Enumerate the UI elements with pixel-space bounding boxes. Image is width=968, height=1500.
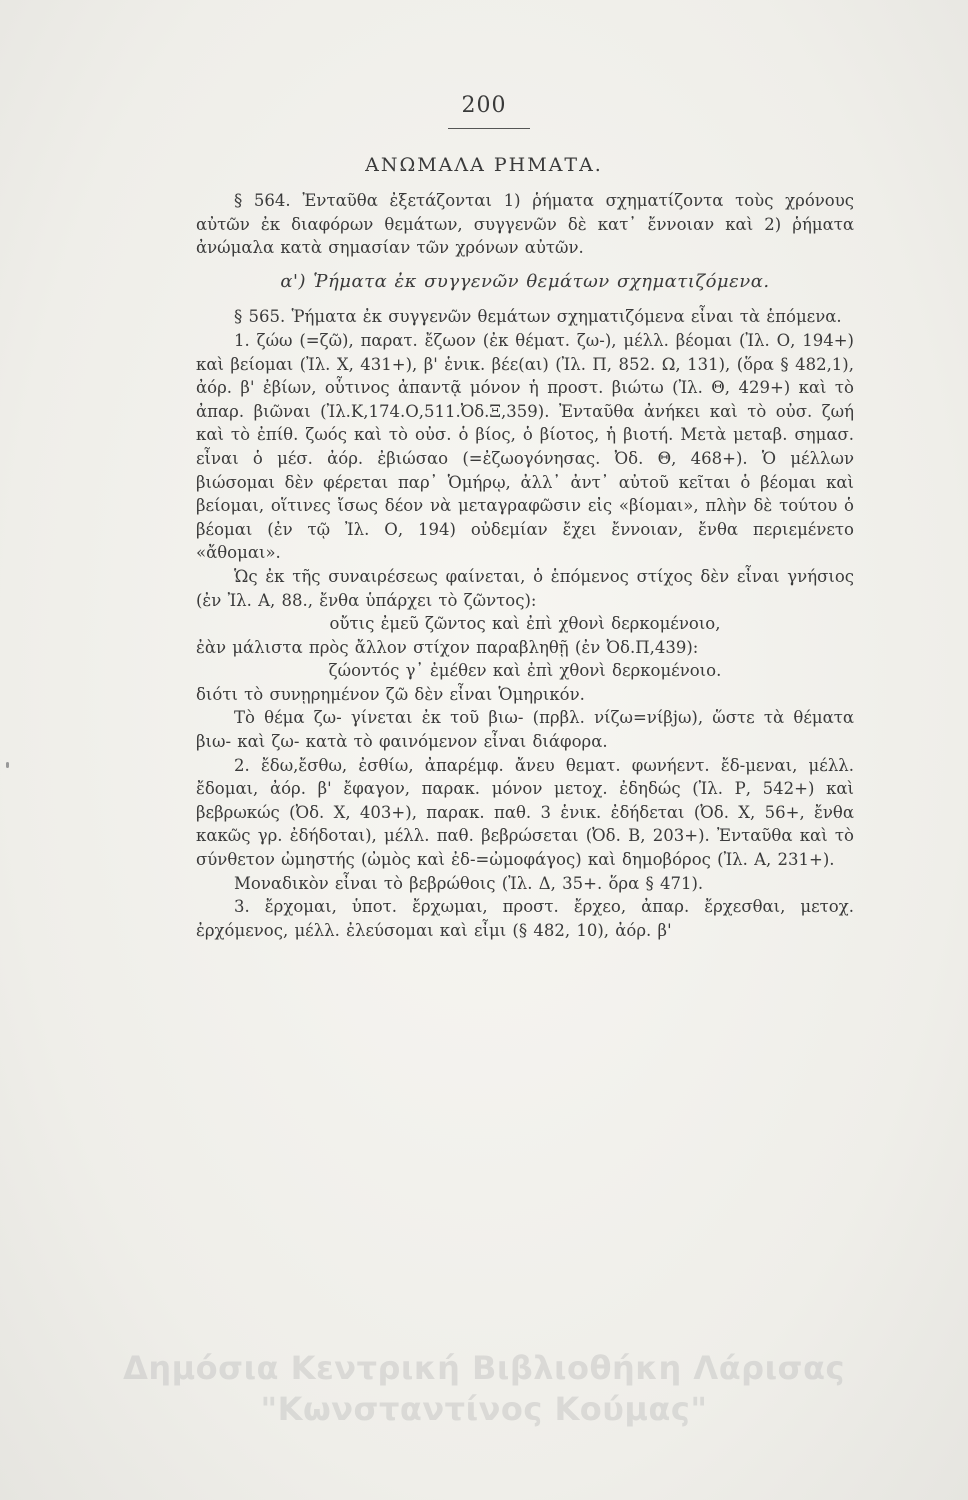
paragraph-comparison: ἐὰν μάλιστα πρὸς ἄλλον στίχον παραβληθῇ (ἐν Ὀδ.Π,439): <box>196 637 699 657</box>
library-watermark <box>0 1348 968 1430</box>
verse-line-1: οὔτις ἐμεῦ ζῶντος καὶ ἐπὶ χθονὶ δερκομένοιο, <box>329 614 721 634</box>
watermark-line-1: Δημόσια Κεντρική Βιβλιοθήκη Λάρισας <box>123 1349 845 1387</box>
verse-line-2: ζώοντός γ᾽ ἐμέθεν καὶ ἐπὶ χθονὶ δερκομένοιο. <box>328 661 722 681</box>
scan-speck <box>6 762 9 768</box>
paragraph-zoo: 1. ζώω (=ζῶ), παρατ. ἔζωον (ἐκ θέματ. ζω-), μέλλ. βέομαι (Ἰλ. Ο, 194+) καὶ βείομαι (Ἰλ. Χ, 431+), β' ἑνικ. βέε(αι) (Ἰλ. Π, 852. Ω, 131), (ὅρα § 482,1), ἀόρ. β' ἐβίων, οὗτινος ἀπαντᾷ μόνον ἡ προστ. βιώτω (Ἰλ. Θ, 429+) καὶ τὸ ἀπαρ. βιῶναι (Ἰλ.Κ,174.Ο,511.Ὀδ.Ξ,359). Ἐνταῦθα ἀνήκει καὶ τὸ οὐσ. ζωή καὶ τὸ ἐπίθ. ζωός καὶ τὸ οὐσ. ὁ βίος, ὁ βίοτος, ἡ βιοτή. Μετὰ μεταβ. σημασ. εἶναι ὁ μέσ. ἀόρ. ἐβιώσαο (=ἐζωογόνησας. Ὀδ. Θ, 468+). Ὁ μέλλων βιώσομαι δὲν φέρεται παρ᾽ Ὁμήρῳ, ἀλλ᾽ ἀντ᾽ αὐτοῦ κεῖται ὁ βέομαι καὶ βείομαι, οἵτινες ἴσως δέον νὰ μεταγραφῶσιν εἰς «βίομαι», πλὴν δὲ τούτου ὁ βέομαι (ἐν τῷ Ἰλ. Ο, 194) οὐδεμίαν ἔχει ἔννοιαν, ἔνθα περιεμένετο «ἄθομαι». <box>196 330 854 563</box>
paragraph-theme: Τὸ θέμα ζω- γίνεται ἐκ τοῦ βιω- (πρβλ. νίζω=νίβjω), ὥστε τὰ θέματα βιω- καὶ ζω- κατὰ τὸ φαινόμενον εἶναι διάφορα. <box>196 708 854 752</box>
subheading-alpha: α') Ῥήματα ἐκ συγγενῶν θεμάτων σχηματιζόμενα. <box>280 270 770 292</box>
watermark-line-2: "Κωνσταντίνος Κούμας" <box>260 1390 708 1428</box>
paragraph-564: § 564. Ἐνταῦθα ἐξετάζονται 1) ῥήματα σχηματίζοντα τοὺς χρόνους αὐτῶν ἐκ διαφόρων θεμάτων, συγγενῶν δὲ κατ᾽ ἔννοιαν καὶ 2) ῥήματα ἀνώμαλα κατὰ σημασίαν τῶν χρόνων αὐτῶν. <box>196 191 854 258</box>
paragraph-synairesis: Ὡς ἐκ τῆς συναιρέσεως φαίνεται, ὁ ἑπόμενος στίχος δὲν εἶναι γνήσιος (ἐν Ἰλ. Α, 88., ἔνθα ὑπάρχει τὸ ζῶντος): <box>196 566 854 610</box>
paragraph-edo: 2. ἔδω,ἔσθω, ἐσθίω, ἀπαρέμφ. ἄνευ θεματ. φωνήεντ. ἔδ-μεναι, μέλλ. ἔδομαι, ἀόρ. β' ἔφαγον, παρακ. μόνον μετοχ. ἐδηδώς (Ἰλ. Ρ, 542+) καὶ βεβρωκώς (Ὀδ. Χ, 403+), παρακ. παθ. 3 ἑνικ. ἐδήδεται (Ὀδ. Χ, 56+, ἔνθα κακῶς γρ. ἐδήδοται), μέλλ. παθ. βεβρώσεται (Ὀδ. Β, 203+). Ἐνταῦθα καὶ τὸ σύνθετον ὠμηστής (ὠμὸς καὶ ἐδ-=ὠμοφάγος) καὶ δημοβόρος (Ἰλ. Α, 231+). <box>196 755 854 870</box>
header-rule <box>448 128 530 129</box>
paragraph-reason: διότι τὸ συνῃρημένον ζῶ δὲν εἶναι Ὁμηρικόν. <box>196 684 585 704</box>
section-title: ΑΝΩΜΑΛΑ ΡΗΜΑΤΑ. <box>365 154 603 176</box>
page-number: 200 <box>461 93 507 118</box>
paragraph-unique: Μοναδικὸν εἶναι τὸ βεβρώθοις (Ἰλ. Δ, 35+. ὅρα § 471). <box>234 873 704 893</box>
paragraph-erchomai: 3. ἔρχομαι, ὑποτ. ἔρχωμαι, προστ. ἔρχεο, ἀπαρ. ἔρχεσθαι, μετοχ. ἐρχόμενος, μέλλ. ἐλεύσομαι καὶ εἶμι (§ 482, 10), ἀόρ. β' <box>196 897 854 940</box>
paragraph-565: § 565. Ῥήματα ἐκ συγγενῶν θεμάτων σχηματιζόμενα εἶναι τὰ ἑπόμενα. <box>234 307 842 327</box>
body-text <box>196 189 854 942</box>
